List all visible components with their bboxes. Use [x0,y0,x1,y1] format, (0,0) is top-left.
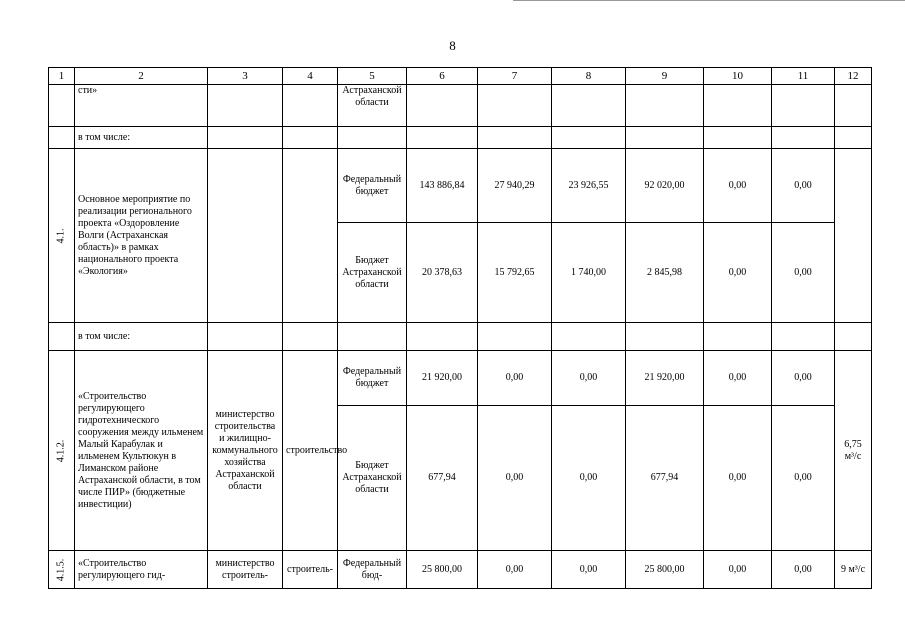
value-cell: 0,00 [552,406,626,551]
row-code: 4.1. [55,228,67,243]
value-cell: 143 886,84 [407,149,478,223]
header-row [49,68,872,85]
in-total-label: в том числе: [75,127,208,149]
value-cell: 15 792,65 [478,223,552,323]
value-cell: 0,00 [772,223,835,323]
indicator: 6,75 м³/с [835,351,872,551]
col-header: 9 [626,68,704,85]
col-header: 2 [75,68,208,85]
value-cell: 0,00 [704,551,772,589]
table-row [49,85,872,127]
value-cell: 23 926,55 [552,149,626,223]
value-cell: 0,00 [772,406,835,551]
direction: строитель- [283,551,338,589]
value-cell: 0,00 [552,351,626,406]
value-cell: 25 800,00 [626,551,704,589]
value-cell: 0,00 [478,406,552,551]
value-cell: 0,00 [772,149,835,223]
value-cell: 0,00 [478,551,552,589]
direction: строительство [283,351,338,551]
row-code: 4.1.5. [55,558,67,581]
fund-source: Федеральный бюджет [338,149,407,223]
table-row [49,149,872,223]
col-header: 11 [772,68,835,85]
table-row [49,323,872,351]
col-header: 4 [283,68,338,85]
value-cell: 0,00 [704,406,772,551]
table-row [49,127,872,149]
top-rule [513,0,905,1]
col-header: 7 [478,68,552,85]
value-cell: 21 920,00 [407,351,478,406]
program-table [48,67,872,589]
fund-source: Федеральный бюд- [338,551,407,589]
row-name: «Строительство регулирующего гид- [75,551,208,589]
table-row [49,351,872,406]
row-code: 4.1.2. [55,439,67,462]
col-header: 1 [49,68,75,85]
col-header: 5 [338,68,407,85]
value-cell: 0,00 [704,351,772,406]
indicator: 9 м³/с [835,551,872,589]
cont-source: Астраханской области [338,85,407,127]
table-row [49,551,872,589]
value-cell: 27 940,29 [478,149,552,223]
value-cell: 0,00 [772,351,835,406]
value-cell: 20 378,63 [407,223,478,323]
value-cell: 677,94 [626,406,704,551]
fund-source: Бюджет Астраханской области [338,406,407,551]
row-name: «Строительство регулирующего гидротехнического сооружения между ильменем Малый Карабулак и ильменем Культюкун в Лиманском районе Астраханской области, в том числе ПИР» (бюджетные инвестиции) [75,351,208,551]
value-cell: 677,94 [407,406,478,551]
cont-text: сти» [75,85,208,127]
fund-source: Бюджет Астраханской области [338,223,407,323]
col-header: 10 [704,68,772,85]
value-cell: 92 020,00 [626,149,704,223]
value-cell: 0,00 [704,223,772,323]
value-cell: 0,00 [478,351,552,406]
value-cell: 2 845,98 [626,223,704,323]
executor: министерство строитель- [208,551,283,589]
value-cell: 0,00 [704,149,772,223]
col-header: 8 [552,68,626,85]
value-cell: 21 920,00 [626,351,704,406]
page-number: 8 [449,38,456,53]
value-cell: 0,00 [772,551,835,589]
value-cell: 0,00 [552,551,626,589]
col-header: 6 [407,68,478,85]
value-cell: 1 740,00 [552,223,626,323]
col-header: 3 [208,68,283,85]
fund-source: Федеральный бюджет [338,351,407,406]
col-header: 12 [835,68,872,85]
executor: министерство строительства и жилищно-коммунального хозяйства Астраханской области [208,351,283,551]
row-name: Основное мероприятие по реализации регионального проекта «Оздоровление Волги (Астраханская область)» в рамках национального проекта «Экология» [75,149,208,323]
value-cell: 25 800,00 [407,551,478,589]
in-total-label: в том числе: [75,323,208,351]
